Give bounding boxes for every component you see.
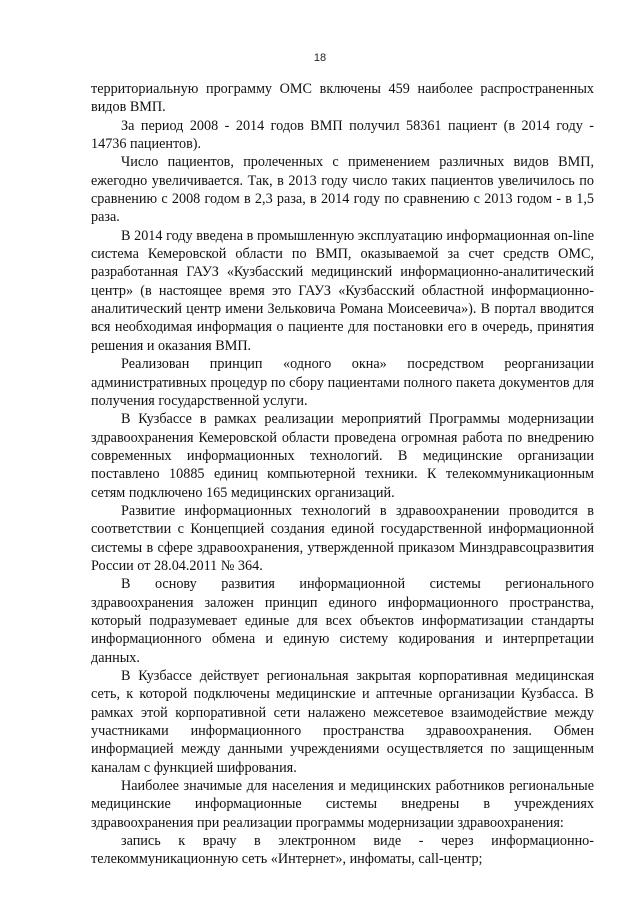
paragraph-doctor-appointment: запись к врачу в электронном виде - через информационно-телекоммуникационную сеть «Интернет», инфоматы, call-центр; — [91, 833, 594, 868]
page-number: 18 — [313, 52, 327, 64]
paragraph-online-system: В 2014 году введена в промышленную эксплуатацию информационная on-line система Кемеровской области по ВМП, оказываемой за счет средств ОМС, разработанная ГАУЗ «Кузбасский медицинский информационно-аналитический центр» (в настоящее время это ГАУЗ «Кузбасский областной информационно-аналитический центр имени Зельковича Романа Моисеевича»). В портал вводится вся необходимая информация о пациенте для постановки его в очередь, принятия решения и оказания ВМП. — [91, 227, 594, 354]
paragraph-modernization: В Кузбассе в рамках реализации мероприятий Программы модернизации здравоохранения Кемеровской области проведена огромная работа по внедрению современных информационных технологий. В медицинские организации поставлено 10885 единиц компьютерной техники. К телекоммуникационным сетям подключено 165 медицинских организаций. — [91, 411, 594, 501]
paragraph-key-systems: Наиболее значимые для населения и медицинских работников региональные медицинские информационные системы внедрены в учреждениях здравоохранения при реализации программы модернизации здравоохранения: — [91, 778, 594, 831]
paragraph-continuation: территориальную программу ОМС включены 459 наиболее распространенных видов ВМП. — [91, 81, 594, 116]
paragraph-unified-space: В основу развития информационной системы регионального здравоохранения заложен принцип единого информационного пространства, который подразумевает единые для всех объектов информатизации стандарты информационного обмена и единую систему кодирования и интерпретации данных. — [91, 576, 594, 666]
paragraph-vmp-patients-total: За период 2008 - 2014 годов ВМП получил 58361 пациент (в 2014 году - 14736 пациентов). — [91, 117, 594, 153]
document-body — [91, 80, 594, 869]
paragraph-one-window: Реализован принцип «одного окна» посредством реорганизации административных процедур по сбору пациентами полного пакета документов для получения государственной услуги. — [91, 356, 594, 409]
paragraph-vmp-growth: Число пациентов, пролеченных с применением различных видов ВМП, ежегодно увеличивается. Так, в 2013 году число таких пациентов увеличилось по сравнению с 2008 годом в 2,3 раза, в 2014 году по сравнению с 2013 годом - в 1,5 раза. — [91, 154, 594, 226]
paragraph-concept: Развитие информационных технологий в здравоохранении проводится в соответствии с Концепцией создания единой государственной информационной системы в сфере здравоохранения, утвержденной приказом Минздравсоцразвития России от 28.04.2011 № 364. — [91, 502, 594, 574]
paragraph-corporate-network: В Кузбассе действует региональная закрытая корпоративная медицинская сеть, к которой подключены медицинские и аптечные организации Кузбасса. В рамках этой корпоративной сети налажено межсетевое взаимодействие между участниками информационного пространства здравоохранения. Обмен информацией между данными учреждениями осуществляется по защищенным каналам с функцией шифрования. — [91, 668, 594, 776]
